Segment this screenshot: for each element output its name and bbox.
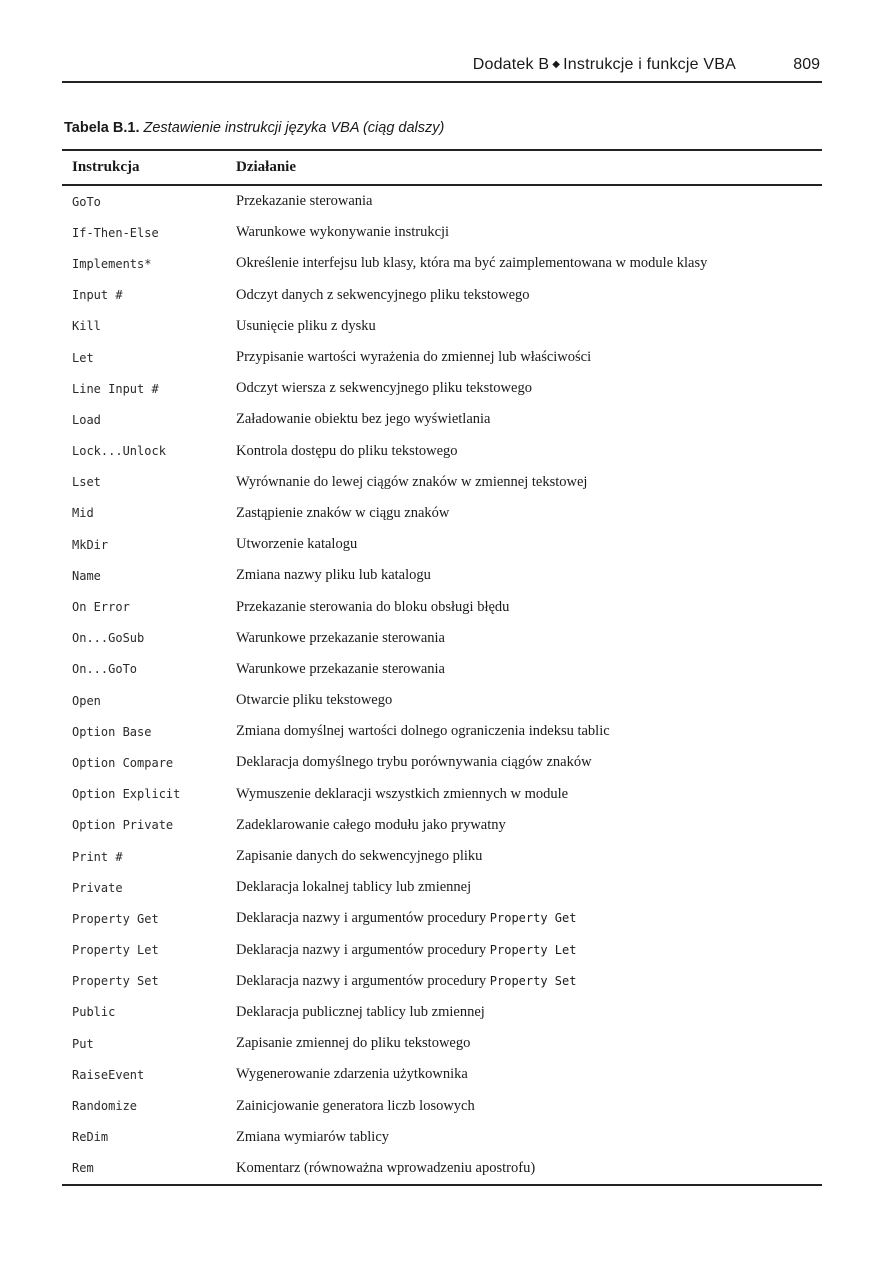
description-cell (234, 193, 822, 210)
table-body (62, 186, 822, 1184)
table-row (62, 654, 822, 685)
instruction-cell: Implements* (72, 256, 152, 271)
description-cell (234, 474, 822, 491)
description-cell (234, 942, 822, 959)
instruction-cell: On...GoSub (72, 631, 145, 646)
description-text: Warunkowe przekazanie sterowania (236, 660, 445, 677)
table-row (62, 1059, 822, 1090)
instruction-cell: Line Input # (72, 381, 159, 396)
instruction-cell: Mid (72, 506, 94, 521)
inline-code: Property Get (489, 911, 577, 926)
description-text: Zastąpienie znaków w ciągu znaków (236, 504, 450, 521)
description-text: Komentarz (równoważna wprowadzeniu apostrofu) (236, 1159, 536, 1176)
description-cell (234, 817, 822, 834)
description-cell (234, 349, 822, 366)
description-text: Warunkowe przekazanie sterowania (236, 629, 445, 646)
instruction-cell: Property Set (72, 974, 159, 989)
instruction-cell: If-Then-Else (72, 225, 159, 240)
description-cell (234, 318, 822, 335)
instruction-cell: Put (72, 1036, 94, 1051)
table-row (62, 903, 822, 934)
description-cell (234, 1160, 822, 1177)
description-text: Deklaracja publicznej tablicy lub zmiennej (236, 1003, 485, 1020)
table-row (62, 373, 822, 404)
table-row (62, 498, 822, 529)
instruction-cell: Input # (72, 288, 123, 303)
description-cell (234, 1066, 822, 1083)
instruction-cell: Public (72, 1005, 116, 1020)
description-cell (234, 287, 822, 304)
description-cell (234, 411, 822, 428)
description-text: Zmiana wymiarów tablicy (236, 1128, 390, 1145)
description-text: Przekazanie sterowania do bloku obsługi błędu (236, 598, 510, 615)
header-chapter: Dodatek B (472, 56, 550, 73)
instruction-cell: Property Let (72, 943, 159, 958)
instruction-cell: Option Compare (72, 755, 174, 770)
table-row (62, 997, 822, 1028)
description-text: Zapisanie danych do sekwencyjnego pliku (236, 848, 483, 865)
description-cell (234, 1129, 822, 1146)
table-row (62, 747, 822, 778)
description-text: Przypisanie wartości wyrażenia do zmiennej lub właściwości (236, 349, 592, 366)
table-row (62, 342, 822, 373)
instruction-cell: Property Get (72, 911, 159, 926)
table-row (62, 685, 822, 716)
table-row (62, 1028, 822, 1059)
description-text: Usunięcie pliku z dysku (236, 317, 376, 334)
table-row (62, 623, 822, 654)
description-text: Zainicjowanie generatora liczb losowych (236, 1097, 475, 1114)
table-caption (64, 120, 444, 136)
instruction-cell: Let (72, 350, 94, 365)
instruction-cell: Name (72, 568, 101, 583)
description-cell (234, 599, 822, 616)
description-text: Określenie interfejsu lub klasy, która ma być zaimplementowana w module klasy (236, 255, 708, 272)
description-cell (234, 723, 822, 740)
instruction-cell: ReDim (72, 1130, 109, 1145)
table-row (62, 1153, 822, 1184)
description-text: Warunkowe wykonywanie instrukcji (236, 224, 450, 241)
table-row (62, 560, 822, 591)
description-text: Deklaracja lokalnej tablicy lub zmiennej (236, 879, 472, 896)
description-cell (234, 224, 822, 241)
description-text: Zadeklarowanie całego modułu jako prywatny (236, 816, 506, 833)
description-text: Załadowanie obiektu bez jego wyświetlania (236, 411, 491, 428)
description-cell (234, 661, 822, 678)
instruction-cell: Option Base (72, 724, 152, 739)
description-text: Odczyt wiersza z sekwencyjnego pliku tekstowego (236, 380, 532, 397)
table-row (62, 935, 822, 966)
description-text: Wyrównanie do lewej ciągów znaków w zmiennej tekstowej (236, 473, 588, 490)
table-row (62, 186, 822, 217)
description-text: Zmiana domyślnej wartości dolnego ograniczenia indeksu tablic (236, 723, 610, 740)
description-cell (234, 786, 822, 803)
instruction-cell: Kill (72, 319, 101, 334)
description-text: Przekazanie sterowania (236, 193, 373, 210)
table-row (62, 872, 822, 903)
column-header-action: Działanie (236, 159, 296, 175)
table-row (62, 591, 822, 622)
table-row (62, 467, 822, 498)
table-row (62, 779, 822, 810)
description-text: Wygenerowanie zdarzenia użytkownika (236, 1066, 468, 1083)
description-cell (234, 1098, 822, 1115)
instruction-cell: Private (72, 880, 123, 895)
instruction-cell: GoTo (72, 194, 101, 209)
description-text: Deklaracja nazwy i argumentów procedury (236, 941, 487, 958)
table-row (62, 1122, 822, 1153)
description-cell (234, 567, 822, 584)
table-row (62, 217, 822, 248)
inline-code: Property Set (489, 973, 577, 988)
description-text: Zapisanie zmiennej do pliku tekstowego (236, 1035, 471, 1052)
table-row (62, 716, 822, 747)
description-text: Otwarcie pliku tekstowego (236, 692, 393, 709)
instruction-cell: Lset (72, 475, 101, 490)
description-cell (234, 973, 822, 990)
instruction-cell: Open (72, 693, 101, 708)
description-cell (234, 536, 822, 553)
description-cell (234, 255, 822, 272)
description-cell (234, 443, 822, 460)
description-text: Zmiana nazwy pliku lub katalogu (236, 567, 431, 584)
description-cell (234, 380, 822, 397)
header-title (473, 56, 736, 74)
instruction-cell: MkDir (72, 537, 109, 552)
table-row (62, 436, 822, 467)
description-cell (234, 879, 822, 896)
column-header-instruction: Instrukcja (72, 159, 140, 175)
diamond-bullet-icon: ◆ (552, 59, 561, 70)
instruction-cell: Print # (72, 849, 123, 864)
caption-text: Zestawienie instrukcji języka VBA (ciąg dalszy) (143, 120, 445, 136)
table-row (62, 529, 822, 560)
description-cell (234, 848, 822, 865)
table-row (62, 311, 822, 342)
description-cell (234, 505, 822, 522)
table-row (62, 1090, 822, 1121)
caption-label: Tabela B.1. (64, 120, 140, 136)
instruction-cell: Option Explicit (72, 787, 181, 802)
description-cell (234, 1004, 822, 1021)
description-text: Utworzenie katalogu (236, 536, 358, 553)
table-row (62, 810, 822, 841)
instruction-cell: Option Private (72, 818, 174, 833)
description-text: Deklaracja domyślnego trybu porównywania ciągów znaków (236, 754, 592, 771)
instruction-cell: Randomize (72, 1099, 138, 1114)
description-text: Wymuszenie deklaracji wszystkich zmiennych w module (236, 785, 569, 802)
description-text: Kontrola dostępu do pliku tekstowego (236, 442, 458, 459)
instruction-cell: RaiseEvent (72, 1067, 145, 1082)
header-section: Instrukcje i funkcje VBA (563, 56, 736, 73)
instruction-cell: Rem (72, 1161, 94, 1176)
table-row (62, 966, 822, 997)
table-header (62, 151, 822, 186)
table-row (62, 248, 822, 279)
description-cell (234, 692, 822, 709)
description-text: Odczyt danych z sekwencyjnego pliku tekstowego (236, 286, 530, 303)
description-text: Deklaracja nazwy i argumentów procedury (236, 910, 487, 927)
description-cell (234, 630, 822, 647)
instruction-cell: On Error (72, 600, 130, 615)
inline-code: Property Let (489, 942, 577, 957)
header-rule (62, 81, 822, 83)
description-cell (234, 1035, 822, 1052)
vba-instructions-table (62, 149, 822, 1186)
description-cell (234, 910, 822, 927)
table-row (62, 280, 822, 311)
description-cell (234, 754, 822, 771)
description-text: Deklaracja nazwy i argumentów procedury (236, 972, 487, 989)
table-row (62, 404, 822, 435)
page-number: 809 (793, 56, 820, 73)
instruction-cell: Load (72, 412, 101, 427)
instruction-cell: Lock...Unlock (72, 444, 166, 459)
instruction-cell: On...GoTo (72, 662, 138, 677)
table-row (62, 841, 822, 872)
